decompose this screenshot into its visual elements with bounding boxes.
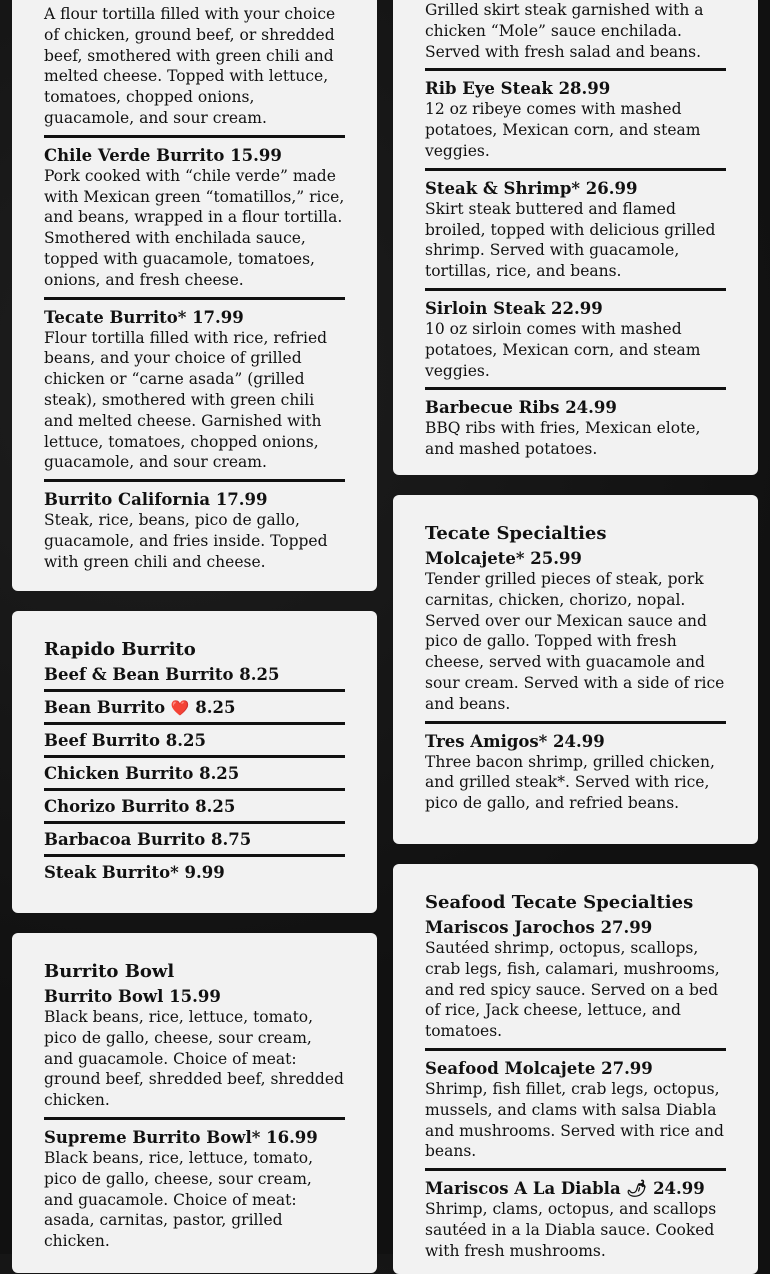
menu-item [44, 490, 345, 578]
tecate-specialties-card [393, 495, 758, 844]
menu-item [425, 179, 726, 291]
burrito-card [12, 0, 377, 591]
item-description: BBQ ribs with fries, Mexican elote, and mashed potatoes. [425, 419, 701, 459]
item-description: Black beans, rice, lettuce, tomato, pico de gallo, cheese, sour cream, and guacamole. Choice of meat: ground beef, shredded beef, shredded chicken. [44, 1008, 344, 1110]
item-name: Steak & Shrimp* 26.99 [425, 178, 638, 198]
menu-item [425, 1059, 726, 1171]
item-name: Molcajete* 25.99 [425, 549, 582, 568]
menu-item [44, 863, 345, 887]
item-description: Flour tortilla filled with rice, refried beans, and your choice of grilled chicken or “carne asada” (grilled steak), smothered with green chili and melted cheese. Garnished with lettuce, tomatoes, chopped onions, guacamole, and sour cream. [44, 328, 328, 472]
item-description: Skirt steak buttered and flamed broiled, topped with delicious grilled shrimp. Served with guacamole, tortillas, rice, and beans. [425, 199, 716, 281]
item-name: Mariscos A La Diabla 🌶 24.99 [425, 1179, 705, 1199]
seafood-specialties-card [393, 864, 758, 1274]
menu-item [425, 79, 726, 170]
item-name: Tecate Burrito* 17.99 [44, 307, 244, 327]
item-name: Beef Burrito 8.25 [44, 731, 206, 750]
menu-item [425, 918, 726, 1051]
item-name: Supreme Burrito Bowl* 16.99 [44, 1127, 318, 1147]
item-description: Grilled skirt steak garnished with a chicken “Mole” sauce enchilada. Served with fresh salad and beans. [425, 1, 704, 61]
item-name: Mariscos Jarochos 27.99 [425, 918, 653, 937]
rapido-burrito-card [12, 611, 377, 913]
menu-item [44, 764, 345, 791]
item-name: Burrito California 17.99 [44, 490, 268, 510]
section-title: Rapido Burrito [44, 639, 196, 660]
menu-item [44, 830, 345, 857]
item-name: Seafood Molcajete 27.99 [425, 1058, 653, 1078]
menu-item [425, 398, 726, 466]
menu-item [44, 146, 345, 300]
item-name: Tres Amigos* 24.99 [425, 731, 605, 751]
menu-item [44, 731, 345, 758]
item-description: Shrimp, fish fillet, crab legs, octopus, mussels, and clams with salsa Diabla and mushrooms. Served with rice and beans. [425, 1079, 724, 1161]
item-name: Barbecue Ribs 24.99 [425, 398, 617, 418]
item-name: Rib Eye Steak 28.99 [425, 79, 611, 99]
item-name: Chicken Burrito 8.25 [44, 764, 240, 783]
steaks-card [393, 0, 758, 475]
section-title: Tecate Specialties [425, 523, 607, 544]
menu-item [44, 698, 345, 725]
item-description: Steak, rice, beans, pico de gallo, guacamole, and fries inside. Topped with green chili and cheese. [44, 511, 328, 571]
item-name: Burrito Bowl 15.99 [44, 987, 221, 1006]
heart-icon: ❤️ [170, 699, 190, 717]
item-name: Chorizo Burrito 8.25 [44, 797, 236, 816]
item-description: A flour tortilla filled with your choice of chicken, ground beef, or shredded beef, smothered with green chili and melted cheese. Topped with lettuce, tomatoes, chopped onions, guacamole, and sour cream. [44, 5, 336, 127]
menu-item [425, 0, 726, 71]
menu-item [44, 308, 345, 483]
menu-item [44, 797, 345, 824]
item-name: Barbacoa Burrito 8.75 [44, 830, 252, 849]
menu-item [425, 299, 726, 390]
item-description: Shrimp, clams, octopus, and scallops sautéed in a la Diabla sauce. Cooked with fresh mushrooms. [425, 1200, 717, 1260]
item-description: 12 oz ribeye comes with mashed potatoes, Mexican corn, and steam veggies. [425, 100, 701, 160]
item-name: Beef & Bean Burrito 8.25 [44, 665, 280, 684]
menu-item [44, 987, 345, 1120]
item-description: Tender grilled pieces of steak, pork carnitas, chicken, chorizo, nopal. Served over our Mexican sauce and pico de gallo. Topped with fresh cheese, served with guacamole and sour cream. Served with a side of rice and beans. [425, 570, 725, 713]
item-description: Black beans, rice, lettuce, tomato, pico de gallo, cheese, sour cream, and guacamole. Choice of meat: asada, carnitas, pastor, grilled chicken. [44, 1148, 314, 1251]
menu-item [44, 665, 345, 692]
menu-item [425, 1179, 726, 1267]
item-description: Three bacon shrimp, grilled chicken, and grilled steak*. Served with rice, pico de gallo, and refried beans. [425, 752, 715, 813]
menu-item [44, 4, 345, 138]
menu-item [425, 732, 726, 820]
section-title: Burrito Bowl [44, 961, 175, 982]
item-description: 10 oz sirloin comes with mashed potatoes, Mexican corn, and steam veggies. [425, 319, 701, 380]
item-description: Pork cooked with “chile verde” made with Mexican green “tomatillos,” rice, and beans, wrapped in a flour tortilla. Smothered with enchilada sauce, topped with guacamole, tomatoes, onions, and fresh cheese. [44, 166, 345, 289]
burrito-bowl-card [12, 933, 377, 1273]
menu-item [44, 1128, 345, 1258]
item-name: Sirloin Steak 22.99 [425, 298, 603, 318]
section-title: Seafood Tecate Specialties [425, 892, 694, 913]
menu-item [425, 549, 726, 724]
item-description: Sautéed shrimp, octopus, scallops, crab legs, fish, calamari, mushrooms, and red spicy sauce. Served on a bed of rice, Jack cheese, lettuce, and tomatoes. [425, 939, 720, 1041]
item-name: Steak Burrito* 9.99 [44, 863, 225, 882]
item-name: Bean Burrito ❤️ 8.25 [44, 698, 236, 717]
item-name: Chile Verde Burrito 15.99 [44, 145, 282, 165]
